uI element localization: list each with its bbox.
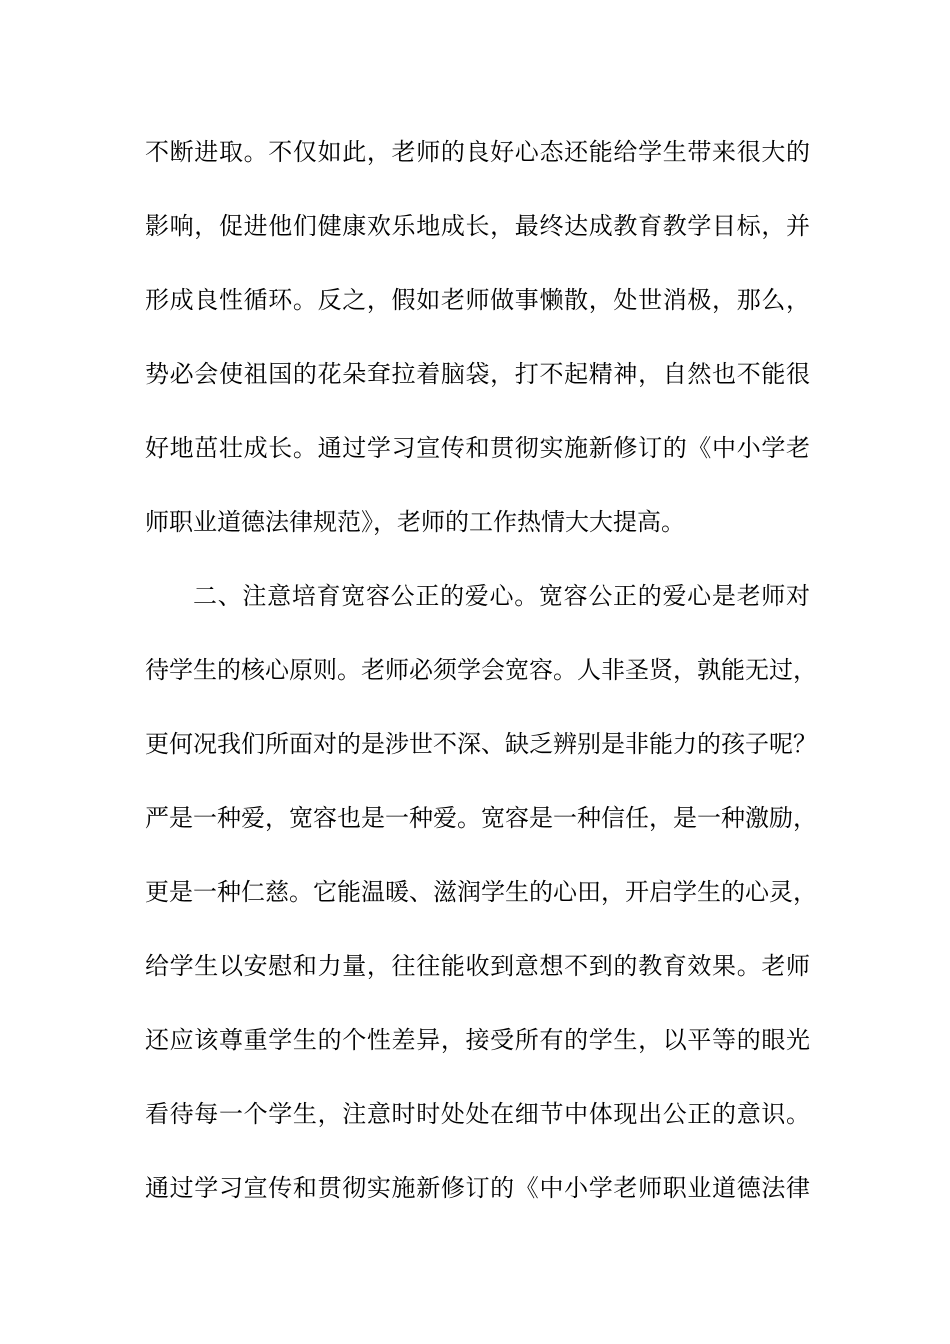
paragraph-start-line: 二、注意培育宽容公正的爱心。宽容公正的爱心是老师对 [193, 582, 810, 610]
text-line: 更是一种仁慈。它能温暖、滋润学生的心田，开启学生的心灵， [145, 878, 817, 906]
text-line: 还应该尊重学生的个性差异，接受所有的学生，以平等的眼光 [145, 1026, 810, 1054]
text-line: 待学生的核心原则。老师必须学会宽容。人非圣贤，孰能无过， [145, 656, 817, 684]
text-line: 严是一种爱，宽容也是一种爱。宽容是一种信任，是一种激励， [145, 804, 817, 832]
text-line: 通过学习宣传和贯彻实施新修订的《中小学老师职业道德法律 [145, 1174, 810, 1202]
text-line: 好地茁壮成长。通过学习宣传和贯彻实施新修订的《中小学老 [145, 434, 810, 462]
text-line: 师职业道德法律规范》，老师的工作热情大大提高。 [145, 508, 685, 536]
text-line: 给学生以安慰和力量，往往能收到意想不到的教育效果。老师 [145, 952, 810, 980]
text-line: 影响，促进他们健康欢乐地成长，最终达成教育教学目标，并 [145, 212, 810, 240]
text-line: 形成良性循环。反之，假如老师做事懒散，处世消极，那么， [145, 286, 810, 314]
text-line: 更何况我们所面对的是涉世不深、缺乏辨别是非能力的孩子呢？ [145, 730, 817, 758]
text-line: 不断进取。不仅如此，老师的良好心态还能给学生带来很大的 [145, 138, 810, 166]
text-line: 势必会使祖国的花朵耷拉着脑袋，打不起精神，自然也不能很 [145, 360, 810, 388]
text-line: 看待每一个学生，注意时时处处在细节中体现出公正的意识。 [145, 1100, 810, 1128]
